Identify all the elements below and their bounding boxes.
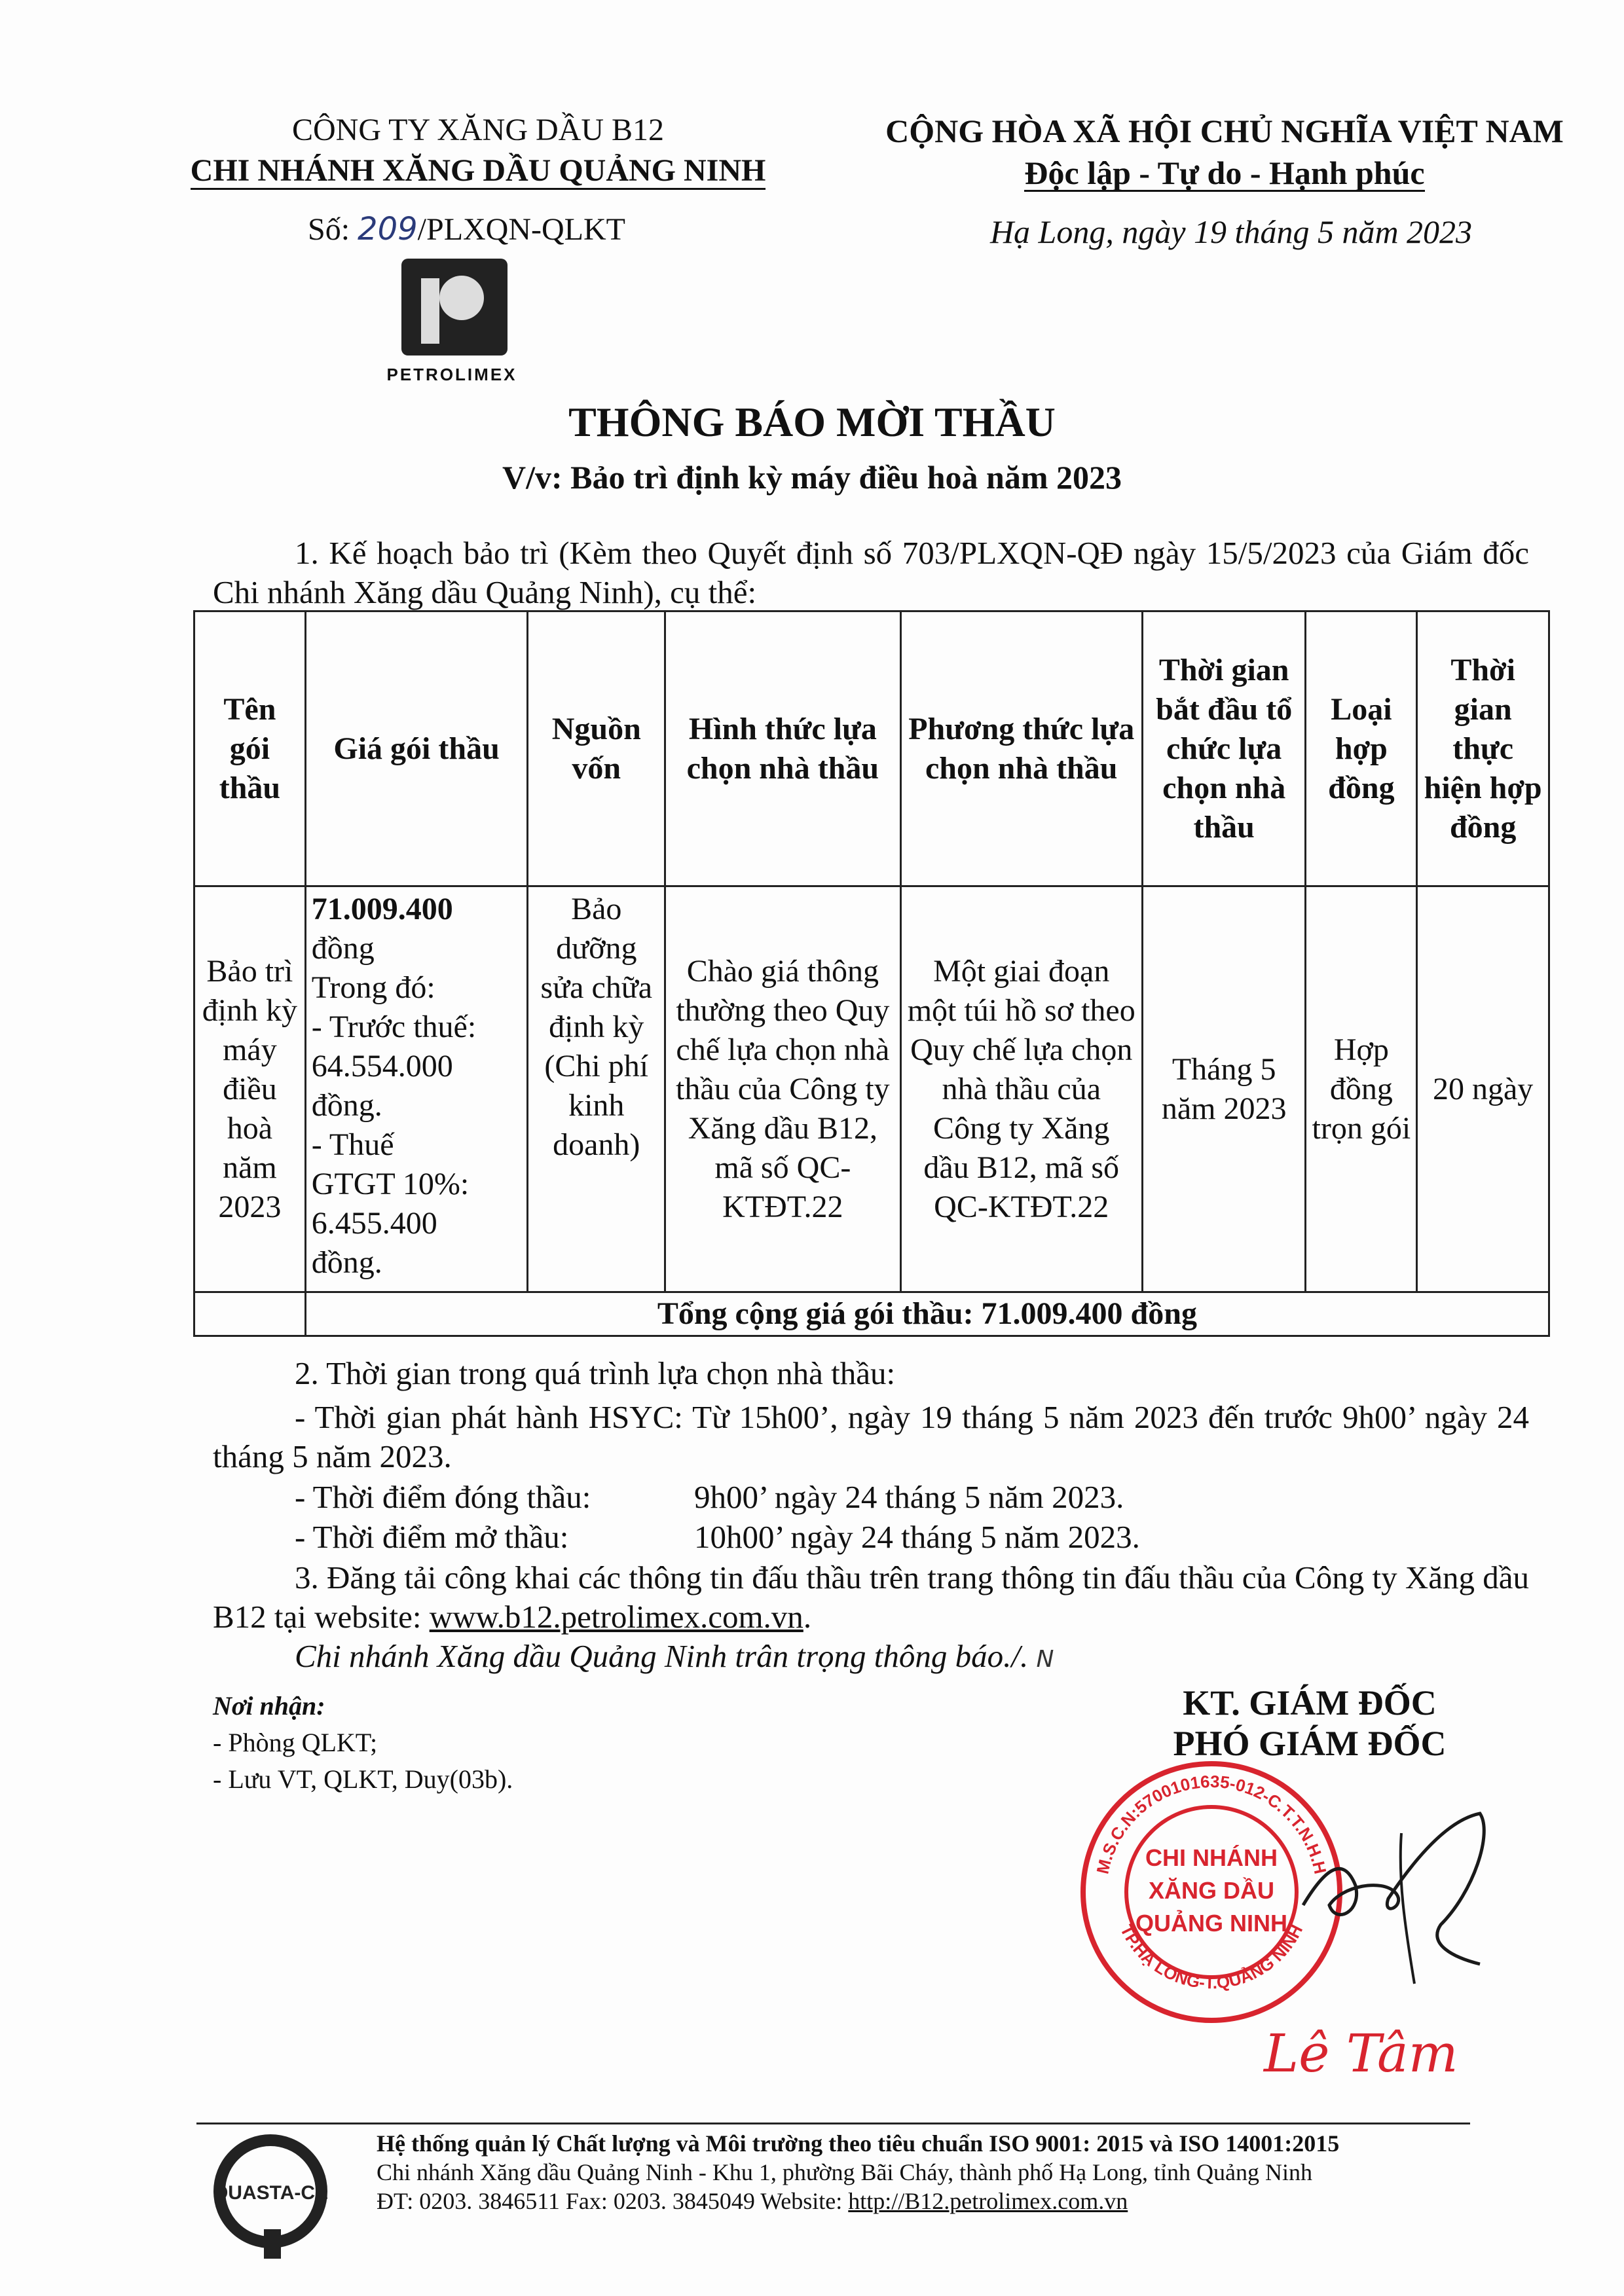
stamp-ring-text: M.S.C.N:5700101635-012-C.T.T.N.H.H	[1092, 1771, 1331, 1876]
price-line: GTGT 10%:	[311, 1167, 470, 1201]
price-line: đồng.	[311, 1245, 382, 1280]
doc-no-suffix: /PLXQN-QLKT	[417, 212, 625, 247]
recipients	[213, 1688, 513, 1798]
header-left	[118, 110, 838, 191]
document-subtitle: V/v: Bảo trì định kỳ máy điều hoà năm 2023	[502, 459, 1122, 496]
col-header-duration: Thời gian thực hiện hợp đồng	[1417, 611, 1549, 886]
stamp-center-3: QUẢNG NINH	[1135, 1910, 1287, 1937]
document-title: THÔNG BÁO MỜI THẦU	[568, 399, 1056, 445]
closing-text	[295, 1637, 1611, 1679]
signature-title-2: PHÓ GIÁM ĐỐC	[1173, 1724, 1447, 1763]
header-right	[838, 110, 1611, 194]
close-value: 9h00’ ngày 24 tháng 5 năm 2023.	[694, 1479, 1124, 1515]
col-header-name: Tên gói thầu	[194, 611, 306, 886]
company-name: CÔNG TY XĂNG DẦU B12	[291, 113, 664, 147]
table-total-row	[194, 1292, 1549, 1336]
recipient-item: - Lưu VT, QLKT, Duy(03b).	[213, 1764, 513, 1794]
bid-plan-table	[193, 610, 1550, 1337]
petrolimex-logo-icon	[401, 259, 507, 355]
col-header-method: Phương thức lựa chọn nhà thầu	[900, 611, 1142, 886]
open-value: 10h00’ ngày 24 tháng 5 năm 2023.	[694, 1519, 1140, 1555]
section-3-text	[213, 1558, 1529, 1637]
closing-initials: N	[1036, 1646, 1054, 1673]
total-cell: Tổng cộng giá gói thầu: 71.009.400 đồng	[305, 1292, 1549, 1336]
cell-price	[305, 886, 528, 1292]
signature-block	[1113, 1683, 1506, 1764]
place-date: Hạ Long, ngày 19 tháng 5 năm 2023	[989, 213, 1473, 250]
footer-line-2: Chi nhánh Xăng dầu Quảng Ninh - Khu 1, phường Bãi Cháy, thành phố Hạ Long, tỉnh Quảng Ninh	[377, 2159, 1313, 2185]
col-header-source: Nguồn vốn	[528, 611, 665, 886]
price-total: 71.009.400	[311, 892, 453, 926]
price-line: Trong đó:	[311, 970, 435, 1005]
footer-website-link[interactable]: http://B12.petrolimex.com.vn	[848, 2188, 1128, 2214]
closing-line: Chi nhánh Xăng dầu Quảng Ninh trân trọng thông báo./.	[295, 1638, 1029, 1674]
footer-contact: ĐT: 0203. 3846511 Fax: 0203. 3845049 Website:	[377, 2188, 843, 2214]
cell-start: Tháng 5 năm 2023	[1142, 886, 1306, 1292]
website-link[interactable]: www.b12.petrolimex.com.vn	[429, 1599, 803, 1635]
section-2-heading: 2. Thời gian trong quá trình lựa chọn nhà thầu:	[295, 1355, 896, 1391]
cell-contract-type: Hợp đồng trọn gói	[1306, 886, 1417, 1292]
signer-name: Lê Tâm	[1264, 2023, 1458, 2084]
section-3-end: .	[803, 1599, 812, 1635]
section-2-release: - Thời gian phát hành HSYC: Từ 15h00’, ngày 19 tháng 5 năm 2023 đến trước 9h00’ ngày 24 tháng 5 năm 2023.	[213, 1399, 1529, 1474]
cell-source: Bảo dưỡng sửa chữa định kỳ (Chi phí kinh doanh)	[528, 886, 665, 1292]
col-header-start: Thời gian bắt đầu tổ chức lựa chọn nhà thầu	[1142, 611, 1306, 886]
section-2-open	[295, 1518, 1611, 1557]
cell-name: Bảo trì định kỳ máy điều hoà năm 2023	[194, 886, 306, 1292]
doc-no-handwritten: 209	[358, 211, 418, 247]
logo-text: PETROLIMEX	[386, 365, 517, 384]
footer-divider	[196, 2123, 1470, 2124]
signature-title-1: KT. GIÁM ĐỐC	[1183, 1683, 1437, 1722]
cell-form: Chào giá thông thường theo Quy chế lựa chọn nhà thầu của Công ty Xăng dầu B12, mã số QC-KTĐT.22	[665, 886, 900, 1292]
petrolimex-logo	[367, 259, 537, 385]
section-2-close	[295, 1478, 1611, 1517]
quasta-ce-logo-icon	[213, 2131, 331, 2259]
document-number	[308, 211, 625, 247]
cell-duration: 20 ngày	[1417, 886, 1549, 1292]
recipients-label: Nơi nhận:	[213, 1691, 325, 1721]
table-row	[194, 886, 1549, 1292]
price-line: - Thuế	[311, 1127, 394, 1162]
section-3-body: 3. Đăng tải công khai các thông tin đấu thầu trên trang thông tin đấu thầu của Công ty Xăng dầu B12 tại website:	[213, 1559, 1529, 1635]
footer-line-1: Hệ thống quản lý Chất lượng và Môi trường theo tiêu chuẩn ISO 9001: 2015 và ISO 14001:2015	[377, 2130, 1340, 2157]
stamp-center-1: CHI NHÁNH	[1145, 1844, 1278, 1871]
stamp-center-2: XĂNG DẦU	[1148, 1877, 1275, 1904]
price-line: 64.554.000	[311, 1049, 453, 1084]
handwritten-signature-icon	[1283, 1794, 1506, 1990]
table-header-row	[194, 611, 1549, 886]
stamp-bottom-text: TP.HẠ LONG-T.QUẢNG NINH	[1116, 1921, 1307, 1993]
col-header-form: Hình thức lựa chọn nhà thầu	[665, 611, 900, 886]
col-header-contract-type: Loại hợp đồng	[1306, 611, 1417, 886]
cell-method: Một giai đoạn một túi hồ sơ theo Quy chế lựa chọn nhà thầu của Công ty Xăng dầu B12, mã số QC-KTĐT.22	[900, 886, 1142, 1292]
price-line: - Trước thuế:	[311, 1010, 477, 1044]
section-1-text: 1. Kế hoạch bảo trì (Kèm theo Quyết định số 703/PLXQN-QĐ ngày 15/5/2023 của Giám đốc Chi nhánh Xăng dầu Quảng Ninh), cụ thể:	[213, 535, 1529, 610]
recipient-item: - Phòng QLKT;	[213, 1728, 378, 1757]
footer	[377, 2129, 1490, 2215]
doc-no-prefix: Số:	[308, 212, 350, 247]
price-line: đồng.	[311, 1088, 382, 1123]
price-line: 6.455.400	[311, 1206, 437, 1241]
branch-name: CHI NHÁNH XĂNG DẦU QUẢNG NINH	[191, 154, 766, 190]
country-name: CỘNG HÒA XÃ HỘI CHỦ NGHĨA VIỆT NAM	[885, 113, 1564, 149]
close-label: - Thời điểm đóng thầu:	[295, 1479, 591, 1515]
price-line: đồng	[311, 931, 375, 966]
footer-line-3	[377, 2187, 1490, 2215]
motto: Độc lập - Tự do - Hạnh phúc	[1024, 155, 1425, 191]
col-header-price: Giá gói thầu	[305, 611, 528, 886]
open-label: - Thời điểm mở thầu:	[295, 1519, 569, 1555]
quasta-ce-logo-text: QUASTA-CE	[213, 2182, 329, 2204]
